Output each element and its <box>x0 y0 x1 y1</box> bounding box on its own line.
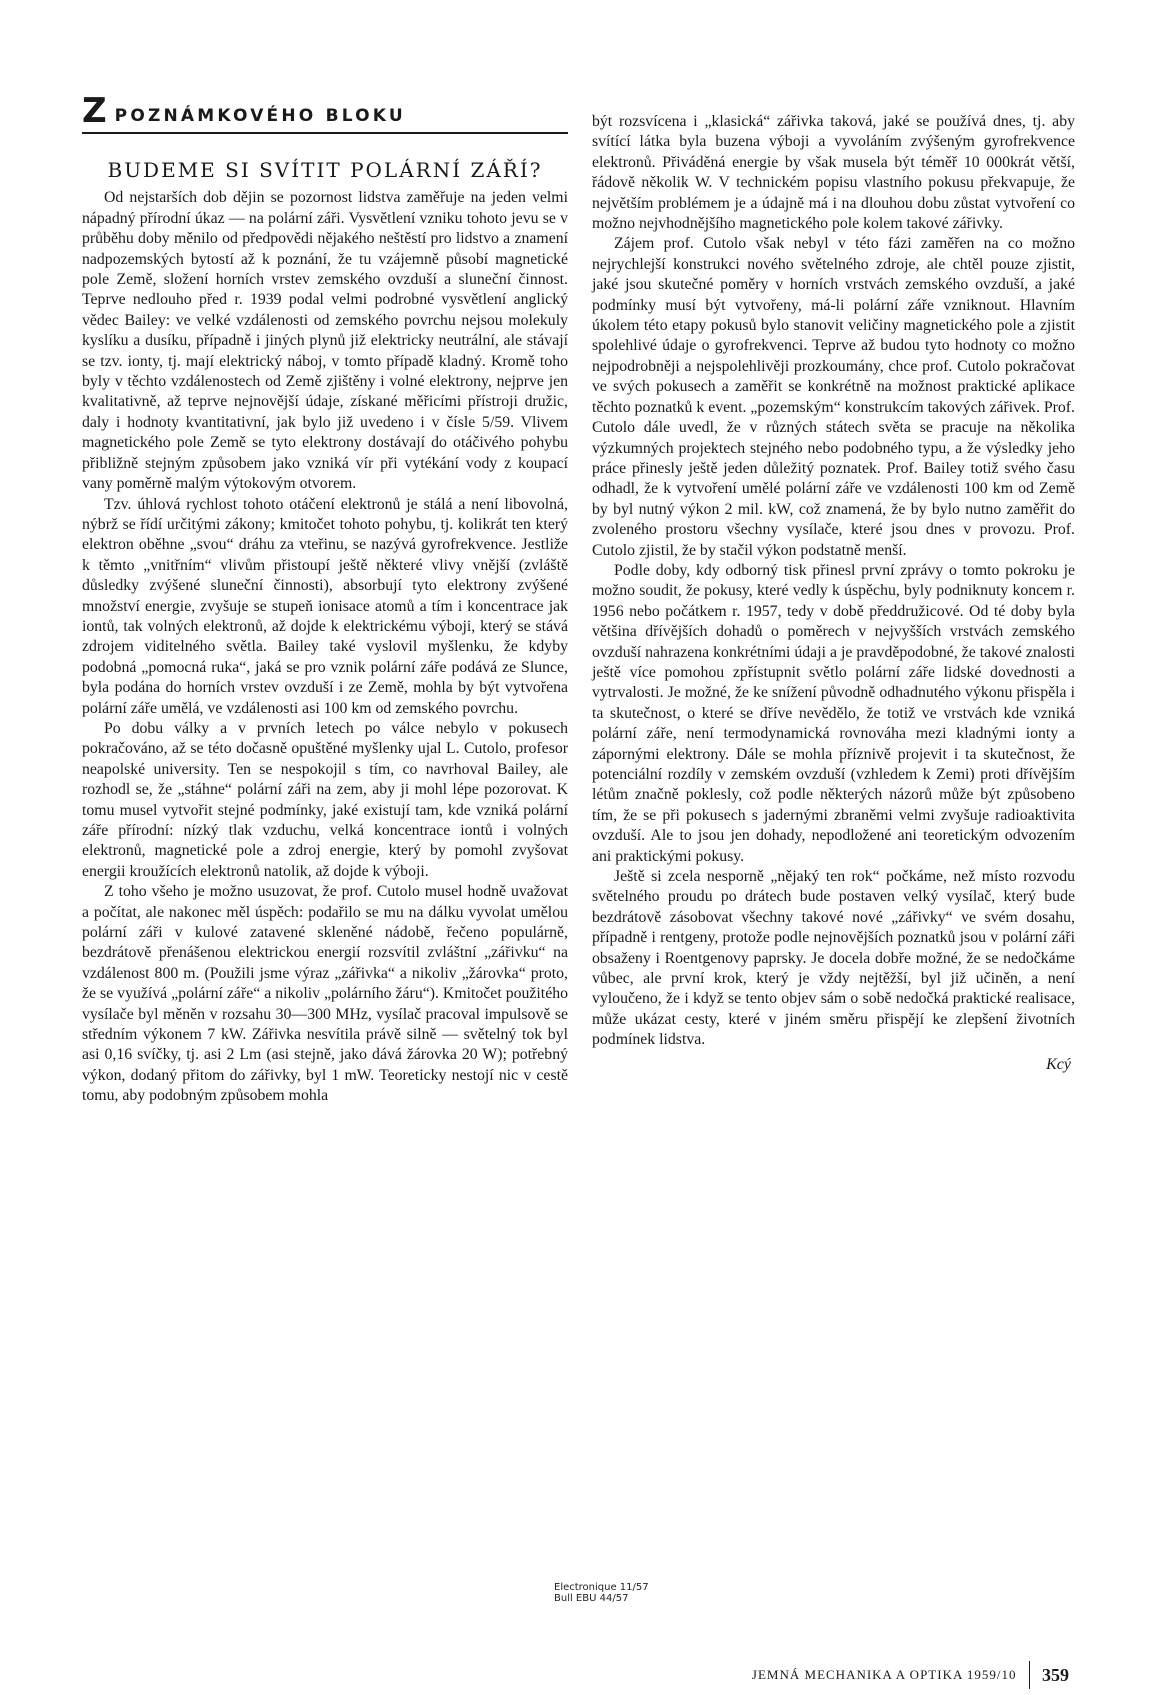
paragraph: Od nejstarších dob dějin se pozornost lidstva zaměřuje na jeden velmi nápadný přírodní úkaz — na polární záři. Vysvětlení vzniku tohoto jevu se v průběhu doby měnilo od předpovědi nějakého neštěstí pro lidstvo a znamení nadpozemských bytostí až k poznání, že tu vzájemně působí magnetické pole Země, složení horních vrstev zemského ovzduší a sluneční činnost. Teprve nedlouho před r. 1939 podal velmi podrobné vysvětlení anglický vědec Bailey: ve velké vzdálenosti od zemského povrchu nejsou molekuly kyslíku a dusíku, případně i jiných plynů již elektricky neutrální, ale stávají se tzv. ionty, tj. mají elektrický náboj, v tomto případě kladný. Kromě toho byly v těchto vzdálenostech od Země zjištěny i volné elektrony, nejprve jen kvalitativně, až teprve nejnovější údaje, získané měřicími přístroji družic, daly i hodnoty kvantitativní, jak bylo již uvedeno i v čísle 5/59. Vlivem magnetického pole Země se tyto elektrony dostávají do otáčivého pohybu přibližně stejným způsobem jako vzniká vír při vytékání vody z koupací vany poměrně malým výtokovým otvorem. <box>82 189 568 493</box>
paragraph: Ještě si zcela nesporně „nějaký ten rok“ počkáme, než místo rozvodu světelného proudu po drátech bude postaven velký vysílač, který bude bezdrátově zásobovat všechny takové nové „zářivky“ ve svém dosahu, případně i rentgeny, protože podle nejnovějších poznatků jsou v polární záři obsaženy i Roentgenovy paprsky. Je docela dobře možné, že se nedočkáme vůbec, ale první krok, který je vždy nejtěžší, byl již učiněn, a není vyloučeno, že i když se tento objev sám o sobě nedočká praktické realisace, může ukázat cesty, které v jiném směru přispějí ke zlepšení životních podmínek lidstva. <box>592 868 1075 1049</box>
paragraph: Z toho všeho je možno usuzovat, že prof. Cutolo musel hodně uvažovat a počítat, ale nakonec měl úspěch: podařilo se mu na dálku vyvolat umělou polární záři v kulové zatavené skleněné nádobě, řečeno populárně, bezdrátově přenášenou elektrickou energií rozsvítil zvláštní „zářivku“ na vzdálenost 800 m. (Použili jsme výraz „zářivka“ a nikoliv „žárovka“ proto, že se využívá „polární záře“ a nikoliv „polárního žáru“). Kmitočet použitého vysílače byl měněn v rozsahu 30—300 MHz, vysílač pracoval impulsově se středním výkonem 7 kW. Zářivka nesvítila právě silně — světelný tok byl asi 0,16 svíčky, tj. asi 2 Lm (asi stejně, jako dává žárovka 20 W); potřebný výkon, dodaný přitom do zářivky, byl 1 mW. Teoreticky nestojí nic v cestě tomu, aby podobným způsobem mohla <box>82 883 568 1105</box>
journal-name: JEMNÁ MECHANIKA A OPTIKA 1959/10 <box>751 1667 1017 1682</box>
right-column <box>592 0 1075 1075</box>
section-title-text: POZNÁMKOVÉHO BLOKU <box>114 106 406 126</box>
article-title: BUDEME SI SVÍTIT POLÁRNÍ ZÁŘÍ? <box>107 158 543 182</box>
left-column <box>82 0 568 1107</box>
paragraph: Podle doby, kdy odborný tisk přinesl první zprávy o tomto pokroku je možno soudit, že pokusy, které vedly k úspěchu, byly podniknuty koncem r. 1956 nebo počátkem r. 1957, tedy v době předdružicové. Od té doby byla většina dřívějších dohadů o poměrech v nejvyšších vrstvách zemského ovzduší nahrazena konkrétními údaji a je pravděpodobné, že takové znalosti ještě více pomohou zpřístupnit světlo polární záře lidské dovednosti a vytrvalosti. Je možné, že ke snížení původně odhadnutého výkonu přispěla i ta skutečnost, o které se dříve nevědělo, že totiž ve vrstvách kde vzniká polární záře, není termodynamická rovnováha mezi kladnými ionty a zápornými elektrony. Dále se mohla příznivě projevit i ta skutečnost, že potenciální rozdíly v zemském ovzduší (vzhledem k Zemi) proti dřívějším létům značně poklesly, což podle některých názorů může být způsobeno tím, že se při pokusech s jadernými zbraněmi velmi zvyšuje radioaktivita ovzduší. Ale to jsou jen dohady, nepodložené ani teoretickým odvozením ani praktickými pokusy. <box>592 561 1075 865</box>
section-header <box>82 92 568 134</box>
page-number: 359 <box>1042 1664 1069 1685</box>
footer-divider <box>1029 1661 1031 1689</box>
paragraph: Zájem prof. Cutolo však nebyl v této fázi zaměřen na co možno nejrychlejší konstrukci nového světelného zdroje, ale chtěl pouze zjistit, jaké jsou skutečné poměry v horních vrstvách zemského ovzduší, a jaké podmínky musí být vytvořeny, má-li polární záře vzniknout. Hlavním úkolem této etapy pokusů bylo stanovit veličiny magnetického pole a zjistit spolehlivé údaje o gyrofrekvenci. Teprve až budou tyto hodnoty co možno nejpodrobněji a nejspolehlivěji prozkoumány, chce prof. Cutolo pokračovat ve svých pokusech a zaměřit se konkrétně na možnost praktické aplikace těchto poznatků k event. „pozemským“ konstrukcím takových zářivek. Prof. Cutolo dále uvedl, že v různých státech světa se pracuje na několika výzkumných projektech stejného nebo podobného typu, a že výsledky jeho práce přinesly ještě jeden důležitý poznatek. Prof. Bailey totiž svého času odhadl, že k vytvoření umělé polární záře ve vzdálenosti 100 km od Země by byl nutný výkon 2 mil. kW, což znamená, že by bylo nutno zaměřit do zvoleného prostoru všechny vysílače, které jsou dnes v provozu. Prof. Cutolo zjistil, že by stačil výkon podstatně menší. <box>592 235 1075 559</box>
paragraph: Po dobu války a v prvních letech po válce nebylo v pokusech pokračováno, až se této dočasně opuštěné myšlenky ujal L. Cutolo, profesor neapolské university. Ten se nespokojil s tím, co navrhoval Bailey, ale rozhodl se, že „stáhne“ polární záři na zem, aby ji mohl lépe pozorovat. K tomu musel vytvořit stejné podmínky, jaké existují tam, kde vzniká polární záře přírodní: nízký tlak vzduchu, velká koncentrace iontů i volných elektronů, magnetické pole a zdroj energie, který by pomohl zvyšovat energii kroužících elektronů natolik, až dojde k výboji. <box>82 719 568 880</box>
paragraph: být rozsvícena i „klasická“ zářivka taková, jaké se používá dnes, tj. aby svítící látka byla buzena výboji a vyvoláním zvýšeným gyrofrekvence elektronů. Přiváděná energie by však musela být téměř 10 000krát větší, řádově několik W. V technickém popisu vlastního pokusu překvapuje, že největším problémem je a údajně má i na dlouhou dobu zůstat vytvoření co možno nejvhodnějšího magnetického pole kolem takové zářivky. <box>592 113 1075 233</box>
source-item: Bull EBU 44/57 <box>554 1593 629 1604</box>
author-signature: Kcý <box>1046 1055 1071 1073</box>
right-column-body <box>592 112 1075 1075</box>
section-title-initial: Z <box>82 91 107 131</box>
source-item: Electronique 11/57 <box>554 1582 649 1593</box>
sources <box>554 1582 649 1604</box>
page-footer <box>752 1661 1069 1689</box>
paragraph: Tzv. úhlová rychlost tohoto otáčení elektronů je stálá a není libovolná, nýbrž se řídí určitými zákony; kmitočet tohoto pohybu, tj. kolikrát ten který elektron oběhne „svou“ dráhu za vteřinu, se nazývá gyrofrekvence. Jestliže k těmto „vnitřním“ vlivům přistoupí ještě některé vlivy vnější (zvláště důsledky zvýšené sluneční činnosti), absorbují tyto elektrony zvýšené množství energie, zvyšuje se stupeň ionisace atomů a tím i koncentrace jak iontů, tak volných elektronů, až dojde k elektrickému výboji, který se stává zdrojem viditelného světla. Bailey také vyslovil myšlenku, že kdyby podobná „pomocná ruka“, jaká se pro vznik polární záře podává ze Slunce, byla podána do horních vrstev ovzduší i ze Země, mohla by být vytvořena polární záře umělá, ve vzdálenosti asi 100 km od zemského povrchu. <box>82 495 568 717</box>
